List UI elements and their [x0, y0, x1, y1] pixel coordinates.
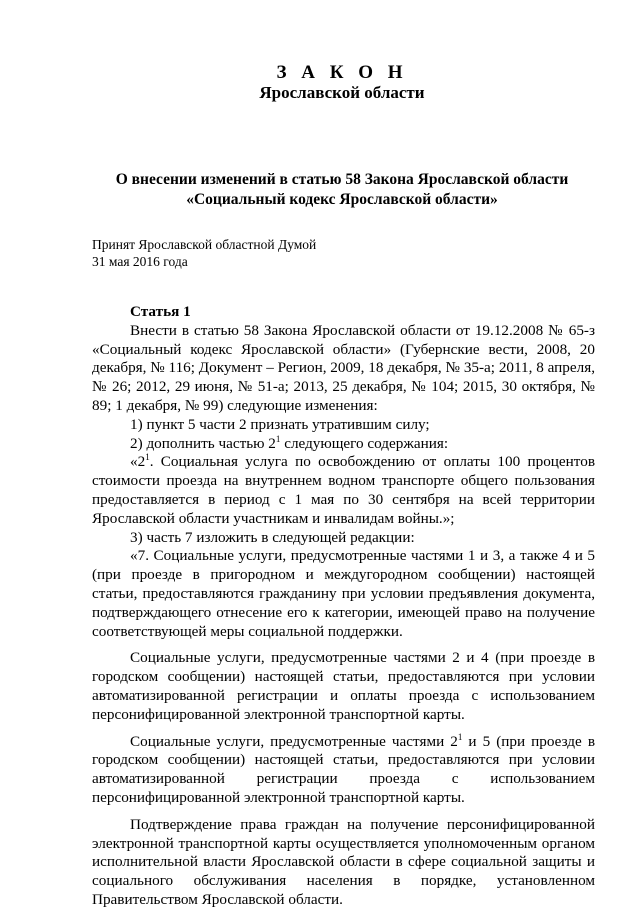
- part-7-paragraph-2: Социальные услуги, предусмотренные частями 2 и 4 (при проезде в городском сообщении) настоящей статьи, предоставляются при условии автоматизированной регистрации и оплаты проезда с использованием персонифицированной электронной транспортной карты.: [92, 649, 595, 723]
- article-heading: Статья 1: [130, 303, 191, 320]
- part-7-p3-start: Социальные услуги, предусмотренные частями 2: [130, 732, 458, 750]
- part-7-paragraph-1: «7. Социальные услуги, предусмотренные частями 1 и 3, а также 4 и 5 (при проезде в пригородном и междугородном сообщении) настоящей статьи, предоставляются гражданину при условии предъявления документа, подтверждающего отнесение его к категории, имеющей право на получение соответствующей меры социальной поддержки.: [92, 547, 595, 640]
- part-7-p3-end: и 5 (при проезде в городском сообщении) настоящей статьи, предоставляются при условии автоматизированной регистрации проезда с использованием персонифицированной электронной транспортной карты.: [92, 732, 595, 806]
- part-7-paragraph-3: [92, 733, 595, 808]
- amendment-item-2: [92, 435, 595, 454]
- item-2-text-end: следующего содержания:: [280, 434, 449, 452]
- item-2-text: 2) дополнить частью 2: [130, 434, 276, 452]
- part-7-paragraph-4: Подтверждение права граждан на получение персонифицированной электронной транспортной карты осуществляется уполномоченным органом исполнительной власти Ярославской области в сфере социальной защиты и социального обслуживания населения в порядке, установленном Правительством Ярославской области.: [92, 815, 595, 908]
- amendment-item-3: 3) часть 7 изложить в следующей редакции:: [130, 528, 415, 546]
- item-2-superscript: 1: [275, 433, 281, 444]
- law-subtitle: [22, 170, 640, 210]
- subtitle-line-1: О внесении изменений в статью 58 Закона Ярославской области: [115, 171, 569, 188]
- subtitle-line-2: «Социальный кодекс Ярославской области»: [186, 191, 498, 208]
- adoption-date: 31 мая 2016 года: [92, 254, 188, 269]
- region-heading: Ярославской области: [259, 83, 425, 102]
- part-2-1-start: «2: [130, 453, 146, 471]
- part-2-1-end: . Социальная услуга по освобождению от оплаты 100 процентов стоимости проезда на внутреннем водном транспорте общего пользования предоставляется в период с 1 мая по 30 сентября на всей территории Ярославской области участникам и инвалидам войны.»;: [92, 453, 595, 527]
- part-7-p3-superscript: 1: [457, 731, 463, 742]
- article-intro: Внести в статью 58 Закона Ярославской области от 19.12.2008 № 65-з «Социальный кодекс Ярославской области» (Губернские вести, 2008, 20 декабря, № 116; Документ – Регион, 2009, 18 декабря, № 35-а; 2011, 8 апреля, № 26; 2012, 29 июня, № 51-а; 2013, 25 декабря, № 104; 2015, 30 октября, № 89; 1 декабря, № 99) следующие изменения:: [92, 321, 595, 414]
- part-2-1-superscript: 1: [145, 452, 150, 463]
- adoption-note: [92, 236, 316, 270]
- amendment-item-1: 1) пункт 5 части 2 признать утратившим силу;: [130, 415, 430, 433]
- adoption-body: Принят Ярославской областной Думой: [92, 237, 317, 252]
- law-heading: З А К О Н: [276, 62, 408, 83]
- part-2-1-text: [92, 453, 595, 528]
- article-body: [92, 303, 595, 910]
